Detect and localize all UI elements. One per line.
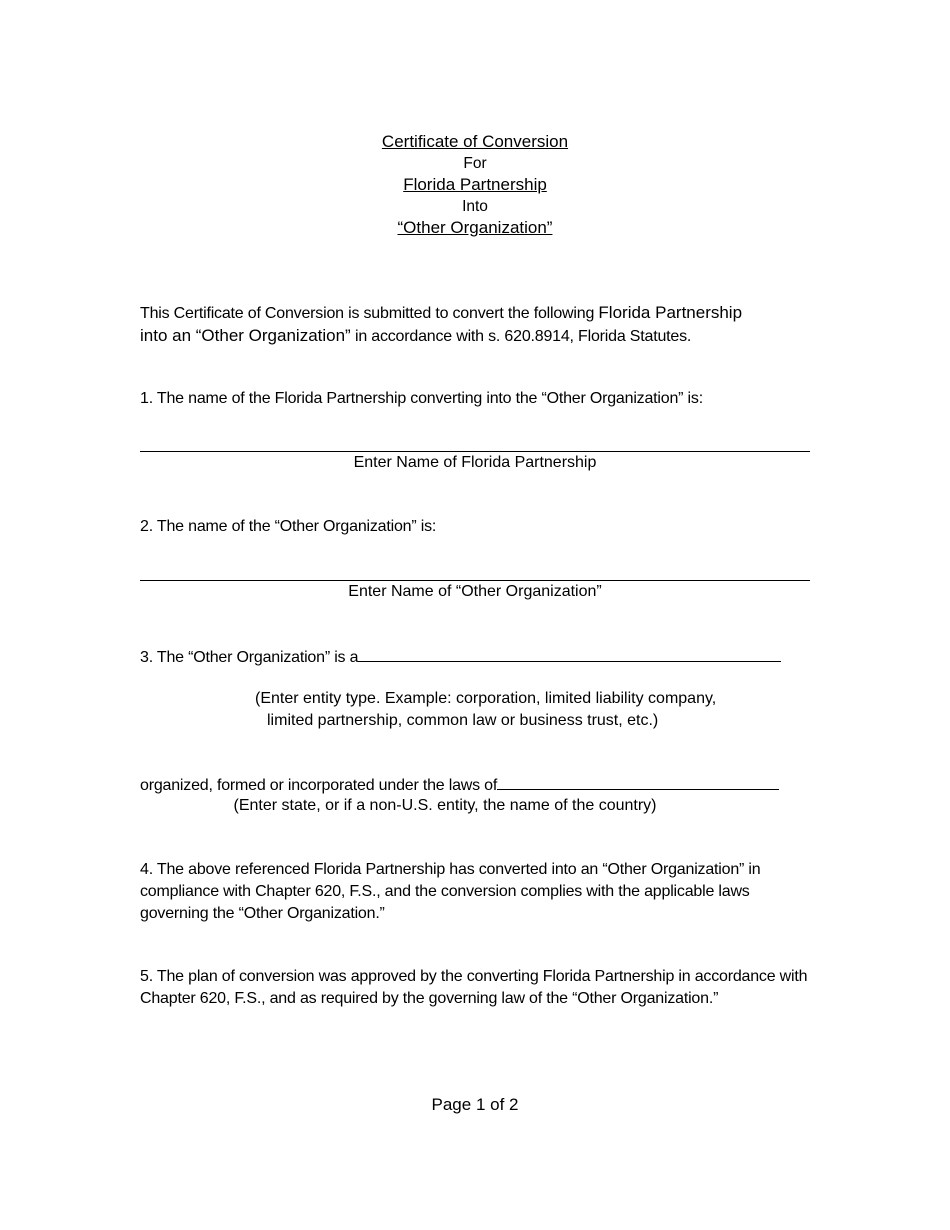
laws-hint: (Enter state, or if a non-U.S. entity, the name of the country) <box>233 797 657 814</box>
item2-text: 2. The name of the “Other Organization” is: <box>140 518 437 535</box>
intro-paragraph <box>140 302 812 348</box>
intro-emphasis-a: Florida Partnership <box>598 303 743 322</box>
laws-entry-line[interactable] <box>497 773 779 790</box>
item3-hint-line2: limited partnership, common law or business trust, etc.) <box>267 712 659 729</box>
intro-text-a: This Certificate of Conversion is submitted to convert the following <box>140 305 599 322</box>
item3-row <box>140 645 812 669</box>
item4-text: 4. The above referenced Florida Partnership has converted into an “Other Organization” in compliance with Chapter 620, F.S., and the conversion complies with the applicable laws governing the “Other Organization.” <box>140 861 761 922</box>
item1-caption: Enter Name of Florida Partnership <box>353 454 597 471</box>
item3-text: 3. The “Other Organization” is a <box>140 649 359 666</box>
title-florida-partnership: Florida Partnership <box>403 175 547 194</box>
title-other-organization: “Other Organization” <box>397 218 553 237</box>
laws-row <box>140 773 812 797</box>
item5-text: 5. The plan of conversion was approved by the converting Florida Partnership in accordance with Chapter 620, F.S., and as required by the governing law of the “Other Organization.” <box>140 968 808 1007</box>
item1-text: 1. The name of the Florida Partnership converting into the “Other Organization” is: <box>140 390 703 407</box>
intro-text-b: in accordance with s. 620.8914, Florida Statutes. <box>350 328 692 345</box>
item3-hint <box>140 688 900 732</box>
intro-emphasis-b: into an “Other Organization” <box>140 326 351 345</box>
item3-entry-line[interactable] <box>358 645 781 662</box>
laws-text: organized, formed or incorporated under the laws of <box>140 777 498 794</box>
item3-hint-line1: (Enter entity type. Example: corporation, limited liability company, <box>255 690 717 707</box>
title-for: For <box>463 154 487 172</box>
item2-caption: Enter Name of “Other Organization” <box>348 583 602 600</box>
document-title <box>0 131 950 239</box>
title-certificate: Certificate of Conversion <box>381 132 569 151</box>
title-into: Into <box>462 197 488 215</box>
page-number: Page 1 of 2 <box>431 1095 519 1114</box>
